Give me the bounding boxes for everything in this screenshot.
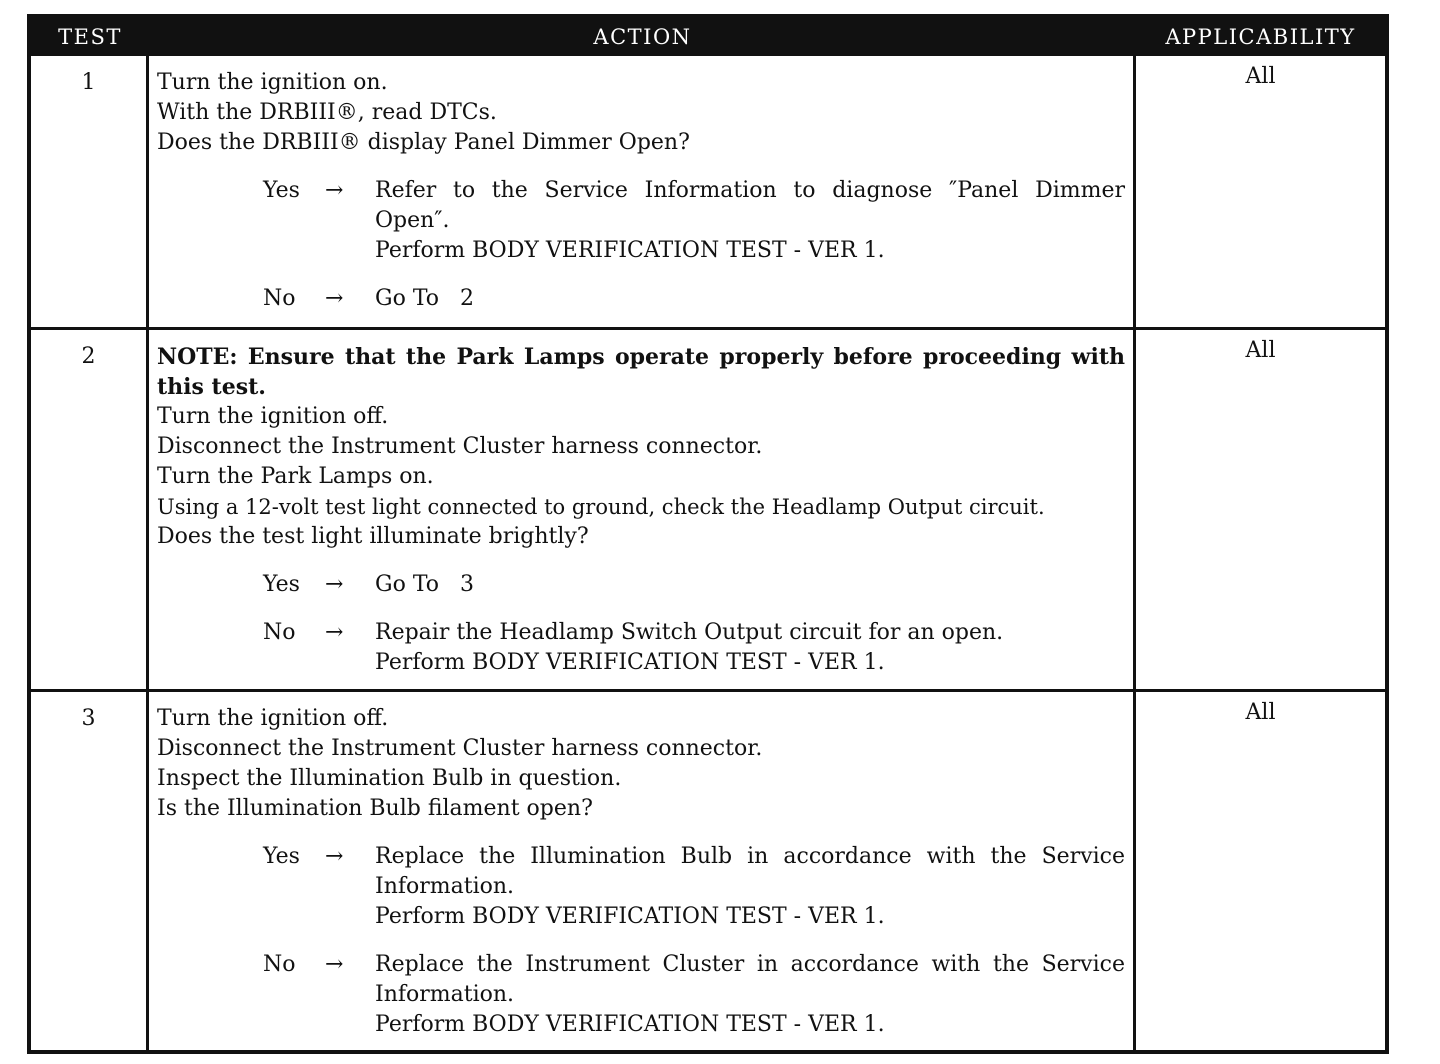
arrow-icon: → — [325, 572, 344, 597]
test-number: 3 — [31, 692, 149, 1050]
yes-branch — [157, 842, 1125, 932]
header-action: ACTION — [593, 25, 692, 49]
action-line: Disconnect the Instrument Cluster harness connector. — [157, 736, 763, 761]
action-line: Using a 12-volt test light connected to ground, check the Headlamp Output circuit. — [157, 495, 1045, 519]
header-test: TEST — [58, 25, 122, 49]
action-cell — [149, 56, 1136, 327]
no-branch — [157, 950, 1125, 1040]
action-line: Does the DRBIII® display Panel Dimmer Open? — [157, 130, 690, 155]
action-line: With the DRBIII®, read DTCs. — [157, 100, 497, 125]
arrow-icon: → — [325, 844, 344, 869]
yes-label: Yes — [263, 572, 300, 597]
yes-label: Yes — [263, 178, 300, 203]
yes-result — [375, 570, 1125, 600]
note-text: NOTE: Ensure that the Park Lamps operate properly before proceeding with this test. — [157, 344, 1125, 400]
arrow-icon: → — [325, 286, 344, 311]
action-line: Turn the Park Lamps on. — [157, 464, 434, 489]
arrow-icon: → — [325, 952, 344, 977]
applicability-value: All — [1245, 700, 1276, 725]
header-applicability: APPLICABILITY — [1165, 25, 1356, 49]
action-line: Inspect the Illumination Bulb in question. — [157, 766, 622, 791]
result-line: Perform BODY VERIFICATION TEST - VER 1. — [375, 904, 885, 929]
result-line: Perform BODY VERIFICATION TEST - VER 1. — [375, 238, 885, 263]
result-line: Go To 2 — [375, 286, 474, 311]
action-line: Disconnect the Instrument Cluster harness connector. — [157, 434, 763, 459]
no-branch — [157, 284, 1125, 314]
table-row — [31, 56, 1385, 327]
yes-result — [375, 842, 1125, 932]
no-branch — [157, 618, 1125, 678]
yes-branch — [157, 176, 1125, 266]
action-line: Does the test light illuminate brightly? — [157, 524, 589, 549]
arrow-icon: → — [325, 620, 344, 645]
no-label: No — [263, 620, 296, 645]
table-row — [31, 327, 1385, 689]
action-cell — [149, 330, 1136, 689]
applicability-value: All — [1245, 338, 1276, 363]
result-line: Replace the Instrument Cluster in accordance with the Service Information. — [375, 952, 1125, 1007]
yes-label: Yes — [263, 844, 300, 869]
result-line: Perform BODY VERIFICATION TEST - VER 1. — [375, 1012, 885, 1037]
result-line: Perform BODY VERIFICATION TEST - VER 1. — [375, 650, 885, 675]
result-line: Refer to the Service Information to diagnose ″Panel Dimmer Open″. — [375, 178, 1125, 233]
yes-result — [375, 176, 1125, 266]
test-number: 2 — [31, 330, 149, 689]
no-result — [375, 618, 1125, 678]
applicability-value: All — [1245, 64, 1276, 89]
table-header — [31, 18, 1385, 56]
result-line: Go To 3 — [375, 572, 474, 597]
result-line: Repair the Headlamp Switch Output circuit for an open. — [375, 620, 1004, 645]
action-line: Turn the ignition off. — [157, 706, 389, 731]
result-line: Replace the Illumination Bulb in accordance with the Service Information. — [375, 844, 1125, 899]
no-result — [375, 950, 1125, 1040]
yes-branch — [157, 570, 1125, 600]
no-label: No — [263, 952, 296, 977]
no-result — [375, 284, 1125, 314]
action-cell — [149, 692, 1136, 1050]
test-number: 1 — [31, 56, 149, 327]
action-line: Turn the ignition on. — [157, 70, 388, 95]
diagnostic-test-table — [27, 14, 1389, 1054]
action-line: Turn the ignition off. — [157, 404, 389, 429]
table-row — [31, 689, 1385, 1050]
action-line: Is the Illumination Bulb filament open? — [157, 796, 593, 821]
no-label: No — [263, 286, 296, 311]
arrow-icon: → — [325, 178, 344, 203]
